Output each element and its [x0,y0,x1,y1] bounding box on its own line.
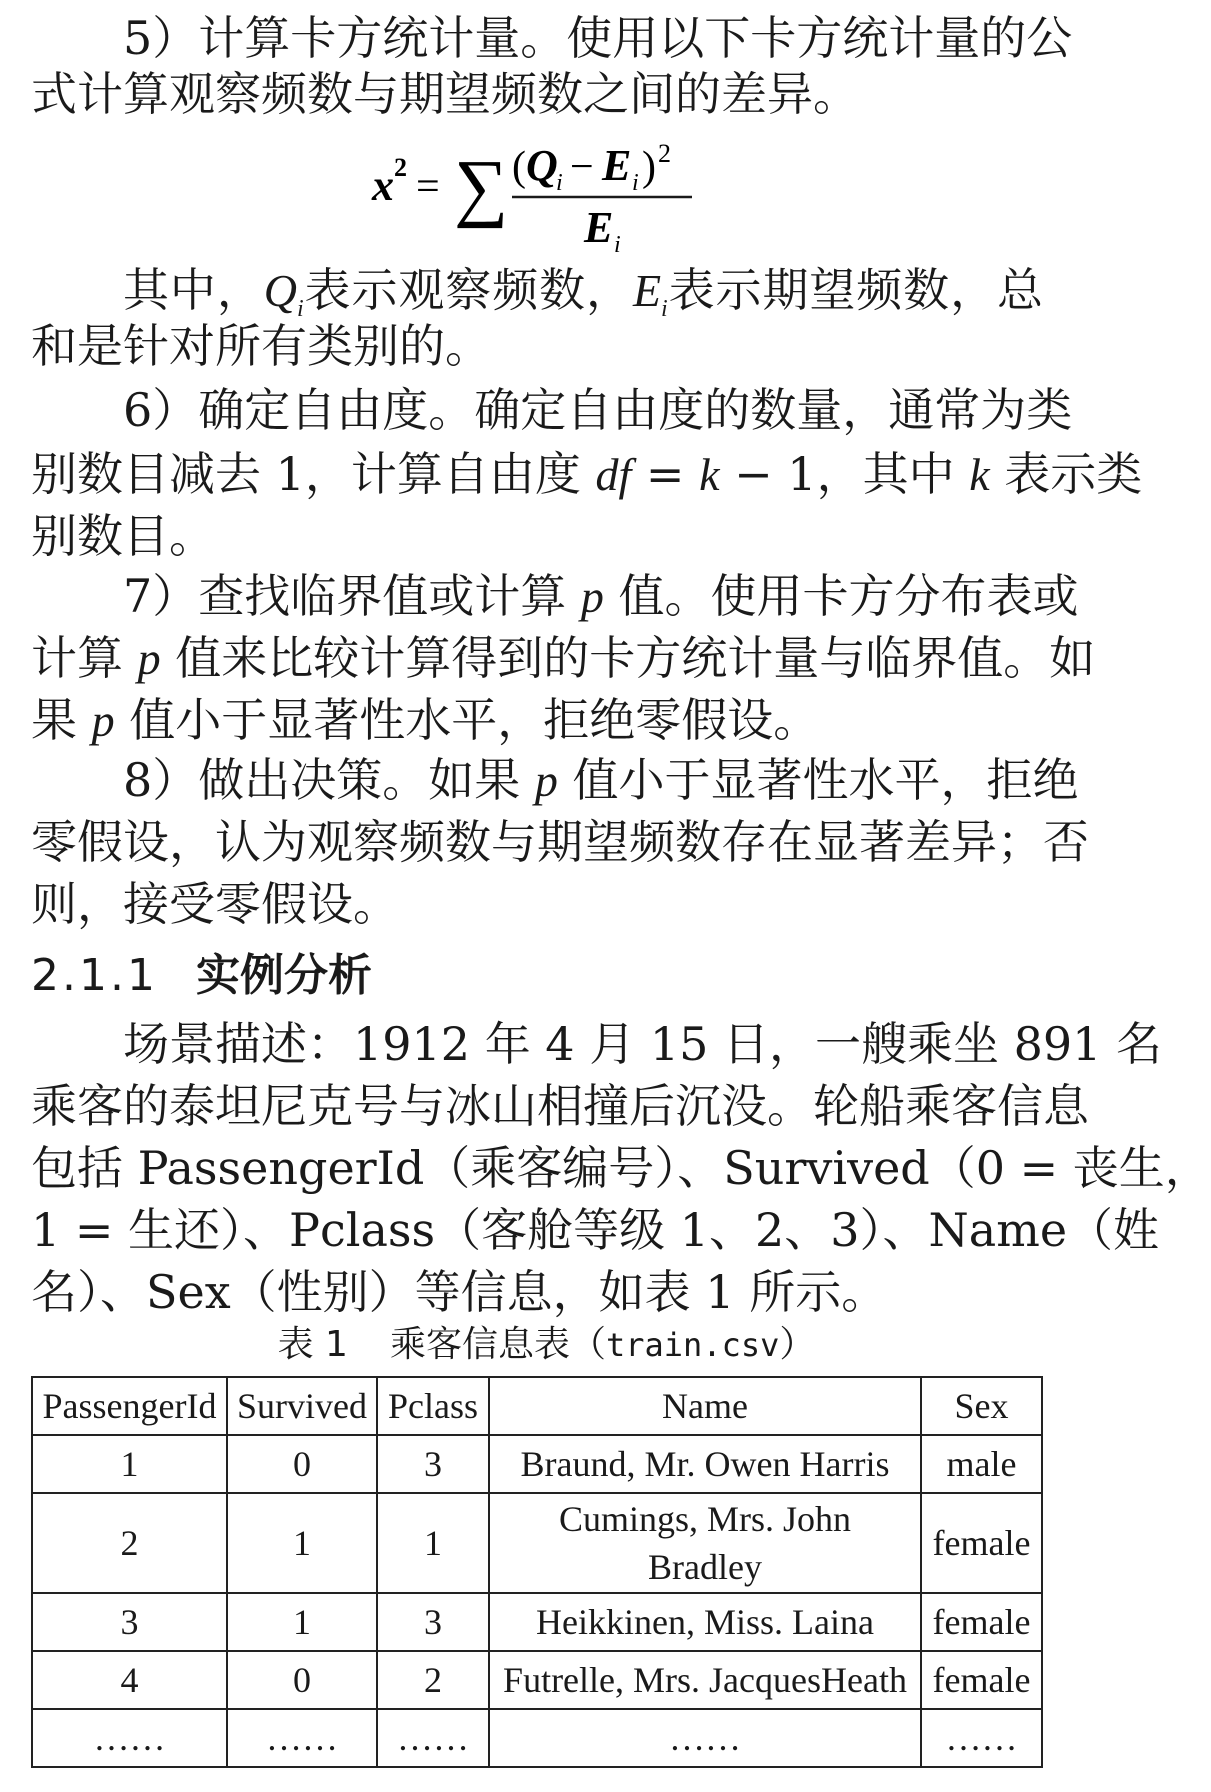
step6-line-2: 别数目减去 1，计算自由度 df = k − 1，其中 k 表示类 [31,447,1143,501]
table-cell: …… [921,1709,1042,1767]
table-cell: Braund, Mr. Owen Harris [489,1435,921,1493]
formula-num-i2: i [632,170,639,196]
formula-den-E: E [584,203,614,252]
table-cell: …… [227,1709,377,1767]
table-cell: …… [32,1709,227,1767]
scenario-line-5: 名）、Sex（性别）等信息，如表 1 所示。 [31,1265,888,1319]
table-row [32,1709,1042,1767]
formula-num-open: ( [512,144,526,190]
table-cell: Futrelle, Mrs. JacquesHeath [489,1651,921,1709]
table-cell: 1 [377,1493,489,1593]
table-cell: 0 [227,1435,377,1493]
scenario-line-3: 包括 PassengerId（乘客编号）、Survived（0 = 丧生， [31,1141,1211,1195]
section-number: 2.1.1 [31,950,158,1001]
formula-num-exp: 2 [658,139,671,168]
table-row [32,1651,1042,1709]
table-row [32,1593,1042,1651]
scenario-line-4: 1 = 生还）、Pclass（客舱等级 1、2、3）、Name（姓 [31,1203,1160,1257]
formula-eq: = [416,164,440,210]
formula-den-i: i [614,232,621,258]
table-cell: 2 [32,1493,227,1593]
table-cell: female [921,1651,1042,1709]
scenario-line-1: 场景描述：1912 年 4 月 15 日，一艘乘坐 891 名 [123,1017,1163,1071]
table-cell: 3 [377,1593,489,1651]
step7-line-1: 7）查找临界值或计算 p 值。使用卡方分布表或 [123,569,1079,623]
table-header-row [32,1377,1042,1435]
step8-line-1: 8）做出决策。如果 p 值小于显著性水平，拒绝 [123,753,1079,807]
step5-line-2: 式计算观察频数与期望频数之间的差异。 [31,67,859,121]
where-line-2: 和是针对所有类别的。 [31,319,491,373]
step5-line-1: 5）计算卡方统计量。使用以下卡方统计量的公 [123,11,1073,65]
table-caption-file: train.csv [605,1326,780,1364]
table-caption-close: ） [779,1324,816,1365]
section-heading [31,948,372,1004]
table-cell: 0 [227,1651,377,1709]
passenger-table [31,1376,1043,1768]
where-line-1: 其中，$Q_i$表示观察频数，$E_i$表示期望频数，总 [123,263,1044,323]
formula-sigma: ∑ [454,145,509,229]
step8-line-3: 则，接受零假设。 [31,877,399,931]
chi-square-formula [370,139,700,262]
header-cell: Sex [921,1377,1042,1435]
section-title: 实例分析 [195,950,372,1001]
formula-num-Q: Q [526,141,558,190]
step8-line-2: 零假设，认为观察频数与期望频数存在显著差异；否 [31,815,1089,869]
formula-lhs-exp: 2 [394,153,407,182]
step6-line-3: 别数目。 [31,509,215,563]
table-cell: female [921,1493,1042,1593]
table-cell: Heikkinen, Miss. Laina [489,1593,921,1651]
header-cell: Name [489,1377,921,1435]
table-cell: 1 [227,1593,377,1651]
table-cell: …… [489,1709,921,1767]
table-cell: female [921,1593,1042,1651]
step6-line-1: 6）确定自由度。确定自由度的数量，通常为类 [123,383,1073,437]
table-cell: Cumings, Mrs. John Bradley [489,1493,921,1593]
header-cell: PassengerId [32,1377,227,1435]
formula-num-E: E [602,141,632,190]
step7-line-3: 果 p 值小于显著性水平，拒绝零假设。 [31,693,820,747]
table-caption [0,1322,1093,1368]
table-cell: male [921,1435,1042,1493]
table-row [32,1493,1042,1593]
table-cell: 1 [32,1435,227,1493]
table-cell: 2 [377,1651,489,1709]
formula-num-i1: i [556,170,563,196]
table-cell: 4 [32,1651,227,1709]
table-cell: 1 [227,1493,377,1593]
table-cell: 3 [377,1435,489,1493]
formula-lhs: x [372,161,394,210]
formula-num-close: ) [642,144,656,190]
header-cell: Survived [227,1377,377,1435]
table-caption-id: 表 1 [277,1324,348,1365]
formula-num-minus: − [570,144,594,190]
scenario-line-2: 乘客的泰坦尼克号与冰山相撞后沉没。轮船乘客信息 [31,1079,1089,1133]
header-cell: Pclass [377,1377,489,1435]
table-caption-text: 乘客信息表（ [389,1324,606,1365]
step7-line-2: 计算 p 值来比较计算得到的卡方统计量与临界值。如 [31,631,1096,685]
table-cell: …… [377,1709,489,1767]
table-cell: 3 [32,1593,227,1651]
table-row [32,1435,1042,1493]
